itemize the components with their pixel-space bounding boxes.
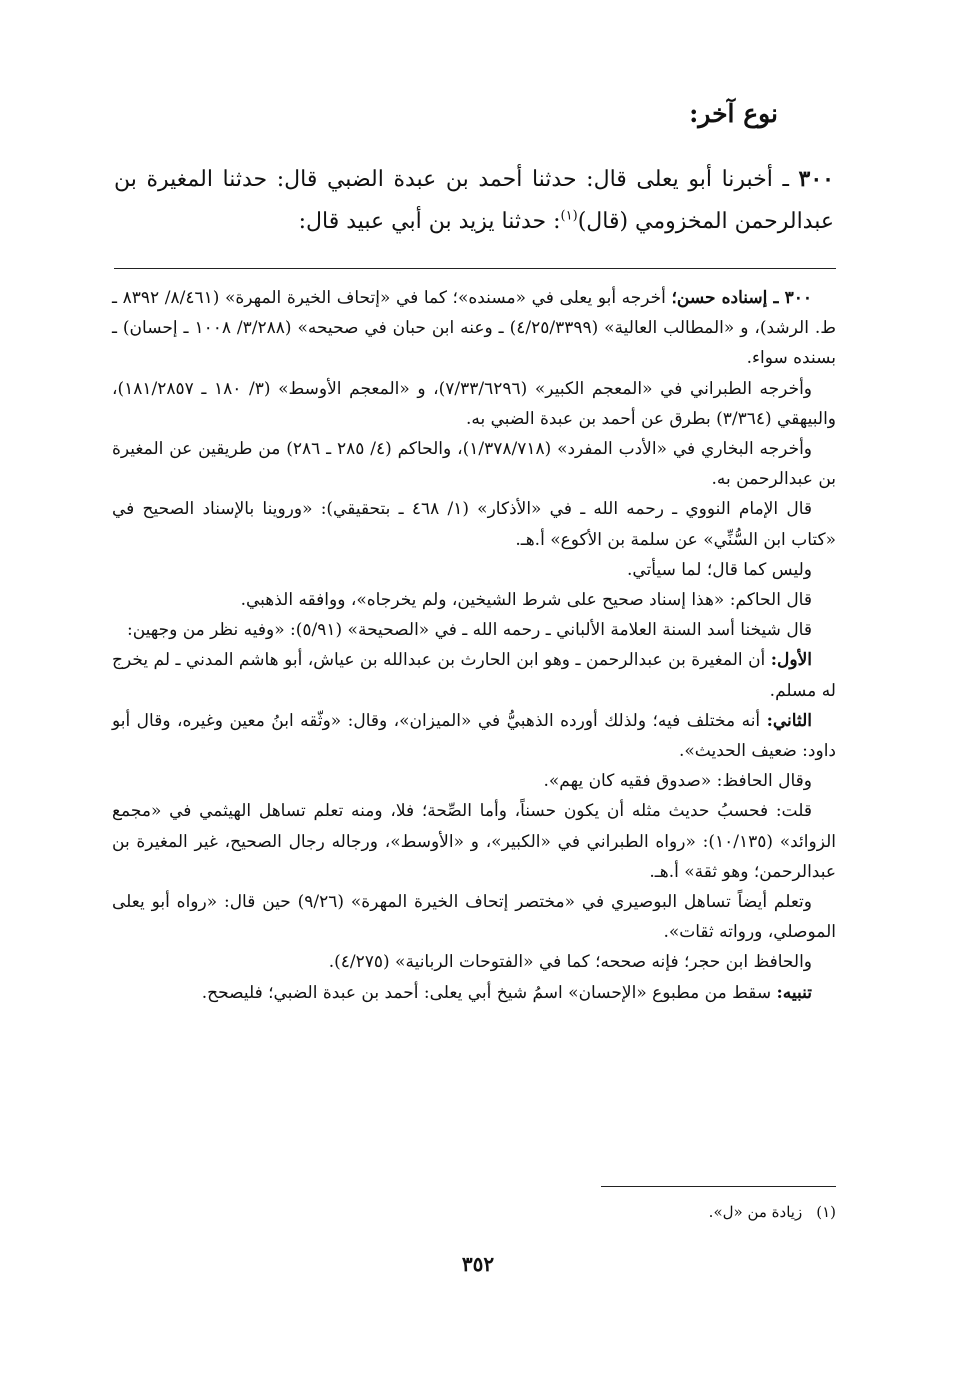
commentary-paragraph-6: قال الحاكم: «هذا إسناد صحيح على شرط الشيخين، ولم يخرجاه»، ووافقه الذهبي. bbox=[240, 590, 812, 611]
second-point-label: الثاني: bbox=[766, 710, 812, 731]
footnote-marker: (١) bbox=[816, 1203, 836, 1221]
first-point-label: الأول: bbox=[770, 650, 813, 671]
footnote-reference: (١) bbox=[560, 208, 578, 224]
hadith-text-part1: ـ أخبرنا أبو يعلى قال: حدثنا أحمد بن عبدة الضبي قال: حدثنا المغيرة بن عبدالرحمن المخزومي (قال) bbox=[114, 167, 834, 234]
section-heading: نوع آخر: bbox=[689, 99, 778, 128]
commentary-paragraph-5: وليس كما قال؛ لما سيأتي. bbox=[626, 559, 812, 580]
commentary-paragraph-11: قلت: فحسبُ حديث مثله أن يكون حسناً، وأما الصِّحة؛ فلا، ومنه تعلم تساهل الهيثمي في «مجمع الزوائد» (١٠/١٣٥): «رواه الطبراني في «الكبير»، و «الأوسط»، ورجاله رجال الصحيح، غير المغيرة بن عبدالرحمن؛ وهو ثقة» أ.هـ. bbox=[112, 801, 836, 882]
footnote-text: زيادة من «ل». bbox=[708, 1203, 803, 1221]
commentary-paragraph-13: والحافظ ابن حجر؛ فإنه صححه؛ كما في «الفتوحات الربانية» (٤/٢٧٥). bbox=[328, 952, 812, 973]
hadith-text bbox=[114, 158, 834, 243]
commentary-paragraph-12: وتعلم أيضاً تساهل البوصيري في «مختصر إتحاف الخيرة المهرة» (٩/٢٦) حين قال: «رواه أبو يعلى الموصلي، ورواته ثقات». bbox=[112, 892, 836, 943]
commentary-paragraph-8 bbox=[112, 645, 836, 705]
note-label: تنبيه: bbox=[776, 982, 812, 1003]
footnote-divider bbox=[601, 1186, 836, 1187]
note-text: سقط من مطبوع «الإحسان» اسمُ شيخ أبي يعلى: أحمد بن عبدة الضبي؛ فليصحح. bbox=[201, 982, 772, 1003]
page-number: ٣٥٢ bbox=[461, 1252, 495, 1276]
first-point-text: أن المغيرة بن عبدالرحمن ـ وهو ابن الحارث بن عبدالله بن عياش، أبو هاشم المدني ـ لم يخرج له مسلم. bbox=[112, 650, 836, 701]
commentary-paragraph-7: قال شيخنا أسد السنة العلامة الألباني ـ رحمه الله ـ في «الصحيحة» (٥/٩١): «وفيه نظر من وجهين: bbox=[126, 620, 812, 641]
footnote bbox=[236, 1200, 836, 1224]
commentary bbox=[112, 283, 836, 1008]
commentary-paragraph-10: وقال الحافظ: «صدوق فقيه كان يهم». bbox=[543, 771, 812, 792]
commentary-paragraph-4: قال الإمام النووي ـ رحمه الله ـ في «الأذكار» (١/ ٤٦٨ ـ بتحقيقي): «وروينا بالإسناد الصحيح في «كتاب ابن السُّنِّي» عن سلمة بن الأكوع» أ.هـ. bbox=[112, 499, 836, 550]
grading-text: أخرجه أبو يعلى في «مسنده»؛ كما في «إتحاف الخيرة المهرة» (٨/٤٦١/ ٨٣٩٢ ـ ط. الرشد)، و «المطالب العالية» (٤/٢٥/٣٣٩٩) ـ وعنه ابن حبان في صحيحه» (٣/٢٨٨/ ١٠٠٨ ـ إحسان) ـ بسنده سواء. bbox=[112, 288, 836, 369]
commentary-paragraph-1 bbox=[112, 283, 836, 374]
commentary-paragraph-2: وأخرجه الطبراني في «المعجم الكبير» (٧/٣٣/٦٢٩٦)، و «المعجم الأوسط» (٣/ ١٨٠ ـ ١٨١/٢٨٥٧)، والبيهقي (٣/٣٦٤) بطرق عن أحمد بن عبدة الضبي به. bbox=[112, 378, 836, 429]
notes-divider bbox=[114, 268, 836, 269]
commentary-paragraph-9 bbox=[112, 706, 836, 766]
commentary-paragraph-3: وأخرجه البخاري في «الأدب المفرد» (١/٣٧٨/٧١٨)، والحاكم (٤/ ٢٨٥ ـ ٢٨٦) من طريقين عن المغيرة بن عبدالرحمن به. bbox=[112, 439, 836, 490]
hadith-text-part2: : حدثنا يزيد بن أبي عبيد قال: bbox=[298, 209, 561, 234]
commentary-paragraph-14 bbox=[112, 978, 836, 1008]
hadith-number: ٣٠٠ bbox=[798, 166, 834, 192]
second-point-text: أنه مختلف فيه؛ ولذلك أورده الذهبيُّ في «الميزان»، وقال: «وثّقه ابنُ معين وغيره، وقال أبو داود: ضعيف الحديث». bbox=[112, 710, 836, 762]
grading-label: ٣٠٠ ـ إسناده حسن؛ bbox=[671, 288, 813, 308]
